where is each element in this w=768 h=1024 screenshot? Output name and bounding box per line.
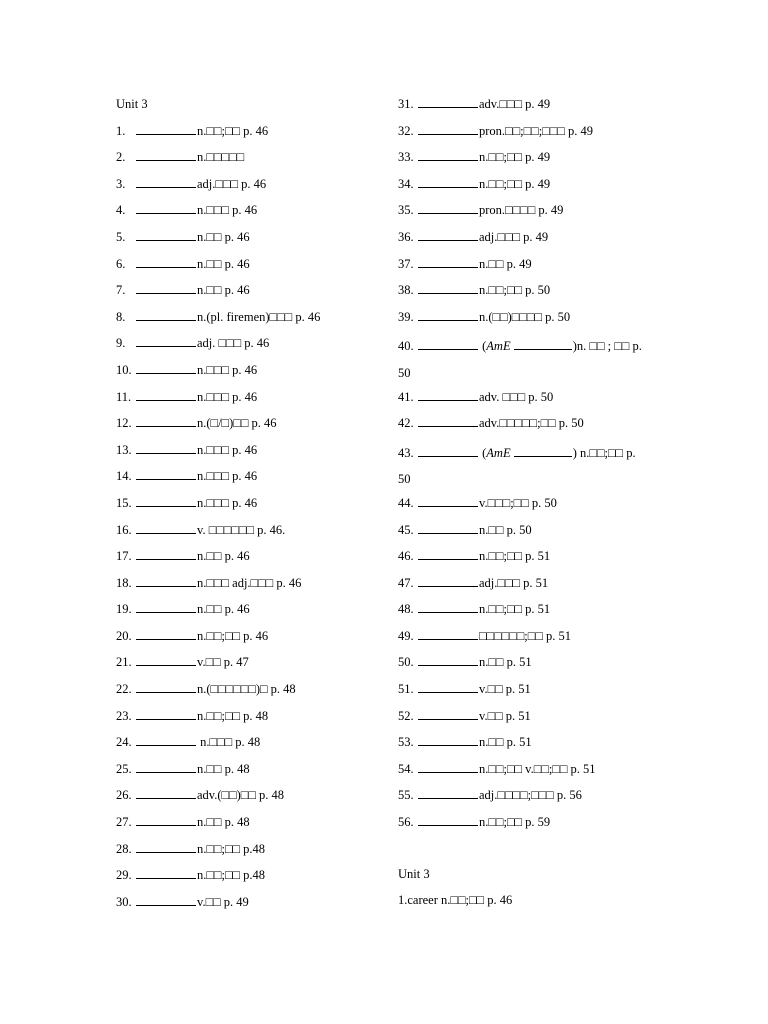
- item-definition: n.□□□ p. 46: [197, 389, 258, 404]
- vocab-item: [116, 227, 386, 254]
- vocab-item: [116, 865, 386, 892]
- answer-blank[interactable]: [136, 202, 196, 214]
- item-definition: v.□□ p. 49: [197, 894, 249, 909]
- vocab-item-ame: 40. (AmE )n. □□ ; □□ p. 50: [398, 333, 654, 386]
- item-definition: n.(□/□)□□ p. 46: [197, 416, 277, 431]
- answer-blank[interactable]: [418, 495, 478, 507]
- answer-blank[interactable]: [136, 229, 196, 241]
- item-definition: n.□□ p. 46: [197, 229, 250, 244]
- vocab-item: [116, 440, 386, 467]
- vocab-item: [116, 652, 386, 679]
- item-number: 45.: [398, 522, 414, 537]
- item-definition: n.□□;□□ p. 59: [479, 815, 551, 830]
- answer-blank[interactable]: [418, 681, 478, 693]
- vocab-item: [398, 147, 654, 174]
- answer-blank[interactable]: [418, 176, 478, 188]
- item-number: 34.: [398, 176, 414, 191]
- vocab-item: [116, 413, 386, 440]
- item-definition: n.□□;□□ p. 51: [479, 602, 551, 617]
- answer-blank[interactable]: [418, 415, 478, 427]
- item-definition: n.□□ p. 46: [197, 602, 250, 617]
- item-definition: adj. □□□ p. 46: [197, 336, 270, 351]
- item-number: 9.: [116, 336, 126, 351]
- answer-blank[interactable]: [418, 309, 478, 321]
- item-number: 48.: [398, 602, 414, 617]
- answer-blank[interactable]: [418, 282, 478, 294]
- vocab-item: [398, 679, 654, 706]
- vocab-item: [398, 652, 654, 679]
- item-definition: n.□□□ p. 48: [197, 735, 261, 750]
- right-vocab-list: [398, 94, 654, 839]
- answer-blank[interactable]: [136, 389, 196, 401]
- vocab-item: [116, 307, 386, 334]
- vocab-item: [398, 254, 654, 281]
- item-number: 35.: [398, 203, 414, 218]
- item-definition: adv.□□□□□;□□ p. 50: [479, 416, 584, 431]
- item-definition: n.□□;□□ p. 46: [197, 123, 269, 138]
- vocab-item: [116, 333, 386, 360]
- answer-blank[interactable]: [418, 761, 478, 773]
- item-number: 5.: [116, 229, 126, 244]
- answer-blank[interactable]: [136, 335, 196, 347]
- answer-blank[interactable]: [136, 708, 196, 720]
- item-number: 23.: [116, 708, 132, 723]
- answer-blank[interactable]: [136, 654, 196, 666]
- vocab-item-ame: 43. (AmE ) n.□□;□□ p. 50: [398, 440, 654, 493]
- item-definition: n.□□;□□ p. 50: [479, 283, 551, 298]
- item-number: 37.: [398, 256, 414, 271]
- item-definition: n.□□□ p. 46: [197, 469, 258, 484]
- vocab-item: [116, 200, 386, 227]
- item-definition: v.□□ p. 47: [197, 655, 249, 670]
- item-definition: n.□□□ p. 46: [197, 362, 258, 377]
- answer-blank[interactable]: [418, 787, 478, 799]
- item-definition: n.□□□ p. 46: [197, 203, 258, 218]
- vocab-item: [398, 227, 654, 254]
- vocab-item: [398, 759, 654, 786]
- vocab-item: [116, 121, 386, 148]
- item-number: 51.: [398, 682, 414, 697]
- item-definition: n.□□ p. 46: [197, 549, 250, 564]
- answer-blank[interactable]: [418, 338, 478, 350]
- ame-answer-blank[interactable]: [514, 445, 572, 457]
- item-number: 21.: [116, 655, 132, 670]
- answer-blank[interactable]: [136, 628, 196, 640]
- item-number: 50.: [398, 655, 414, 670]
- vocab-item: [116, 280, 386, 307]
- vocab-item: [398, 413, 654, 440]
- vocab-item: [116, 546, 386, 573]
- answer-blank[interactable]: [418, 814, 478, 826]
- answer-blank[interactable]: [136, 894, 196, 906]
- vocab-item: [116, 520, 386, 547]
- answer-blank[interactable]: [418, 654, 478, 666]
- vocab-item: [116, 759, 386, 786]
- item-number: 39.: [398, 309, 414, 324]
- item-number: 1.: [116, 123, 126, 138]
- item-number: 17.: [116, 549, 132, 564]
- vocab-item: [116, 147, 386, 174]
- item-number: 2.: [116, 150, 126, 165]
- answer-blank[interactable]: [136, 841, 196, 853]
- item-number: 36.: [398, 229, 414, 244]
- item-number: 28.: [116, 841, 132, 856]
- item-definition: n.□□;□□ p. 46: [197, 628, 269, 643]
- item-definition: n.□□;□□ p. 49: [479, 150, 551, 165]
- answer-blank[interactable]: [136, 522, 196, 534]
- item-number: 31.: [398, 97, 414, 111]
- item-number: 40.: [398, 339, 414, 354]
- vocab-item: [398, 706, 654, 733]
- vocab-item: [398, 493, 654, 520]
- vocab-item: [398, 812, 654, 839]
- item-definition: n.□□;□□ p. 48: [197, 708, 269, 723]
- vocab-item: [116, 466, 386, 493]
- answer-blank[interactable]: [418, 229, 478, 241]
- left-column: [116, 94, 386, 918]
- item-definition: n.(□□□□□□)□ p. 48: [197, 682, 296, 697]
- vocab-item: [398, 200, 654, 227]
- item-number: 14.: [116, 469, 132, 484]
- item-definition: adj.□□□ p. 51: [479, 575, 549, 590]
- answer-blank[interactable]: [136, 256, 196, 268]
- answer-blank[interactable]: [136, 468, 196, 480]
- answer-blank[interactable]: [418, 202, 478, 214]
- answer-blank[interactable]: [136, 734, 196, 746]
- vocab-item: [398, 121, 654, 148]
- answer-blank[interactable]: [418, 575, 478, 587]
- answer-blank[interactable]: [136, 309, 196, 321]
- item-definition: adv.(□□)□□ p. 48: [197, 788, 285, 803]
- item-number: 24.: [116, 735, 132, 750]
- item-number: 46.: [398, 549, 414, 564]
- vocab-item: [116, 174, 386, 201]
- item-definition: v.□□ p. 51: [479, 708, 531, 723]
- vocab-item: [116, 839, 386, 866]
- item-definition: n.□□□ p. 46: [197, 442, 258, 457]
- item-number: 44.: [398, 495, 414, 510]
- item-definition: n.□□ p. 51: [479, 655, 532, 670]
- vocab-item: [398, 573, 654, 600]
- item-number: 32.: [398, 123, 414, 138]
- answers-first-line: 1.career n.□□;□□ p. 46: [398, 893, 513, 908]
- item-number: 19.: [116, 602, 132, 617]
- answer-blank[interactable]: [136, 176, 196, 188]
- item-number: 16.: [116, 522, 132, 537]
- item-number: 20.: [116, 628, 132, 643]
- item-definition: n.□□;□□ p. 49: [479, 176, 551, 191]
- section-gap: [398, 839, 654, 864]
- vocab-item: [116, 812, 386, 839]
- answer-blank[interactable]: [136, 442, 196, 454]
- item-number: 18.: [116, 575, 132, 590]
- answer-blank[interactable]: [136, 548, 196, 560]
- answer-blank[interactable]: [136, 415, 196, 427]
- answer-blank[interactable]: [418, 445, 478, 457]
- item-number: 55.: [398, 788, 414, 803]
- answer-blank[interactable]: [418, 389, 478, 401]
- item-number: 43.: [398, 445, 414, 460]
- vocab-item: [398, 280, 654, 307]
- answer-blank[interactable]: [418, 123, 478, 135]
- answer-blank[interactable]: [136, 575, 196, 587]
- item-definition: ) n.□□;□□ p.: [572, 445, 636, 460]
- answer-blank[interactable]: [136, 495, 196, 507]
- item-definition: n.□□ p. 46: [197, 283, 250, 298]
- item-definition: adv.□□□ p. 49: [479, 97, 551, 111]
- item-definition: v. □□□□□□ p. 46.: [197, 522, 286, 537]
- item-number: 12.: [116, 416, 132, 431]
- item-number: 6.: [116, 256, 126, 271]
- unit-title: Unit 3: [116, 97, 148, 111]
- answer-blank[interactable]: [418, 601, 478, 613]
- answer-blank[interactable]: [136, 867, 196, 879]
- item-number: 22.: [116, 682, 132, 697]
- answer-blank[interactable]: [136, 761, 196, 773]
- vocab-item: [116, 573, 386, 600]
- item-definition: n.□□ p. 48: [197, 815, 250, 830]
- item-number: 47.: [398, 575, 414, 590]
- answer-blank[interactable]: [418, 256, 478, 268]
- vocab-item: [116, 360, 386, 387]
- answer-blank[interactable]: [136, 149, 196, 161]
- vocab-item: [398, 626, 654, 653]
- item-definition: n.□□;□□ p.48: [197, 841, 266, 856]
- item-definition: n.□□□ p. 46: [197, 495, 258, 510]
- item-definition: adj.□□□ p. 46: [197, 176, 267, 191]
- page-number: 50: [398, 472, 411, 487]
- answer-blank[interactable]: [136, 681, 196, 693]
- item-number: 13.: [116, 442, 132, 457]
- answer-blank[interactable]: [418, 522, 478, 534]
- vocab-item: [116, 493, 386, 520]
- item-number: 54.: [398, 761, 414, 776]
- item-definition: n.□□□□□: [197, 150, 245, 165]
- item-number: 29.: [116, 868, 132, 883]
- item-definition: n.□□ p. 51: [479, 735, 532, 750]
- item-number: 30.: [116, 894, 132, 909]
- vocab-item: [398, 599, 654, 626]
- answer-blank[interactable]: [136, 787, 196, 799]
- answer-blank[interactable]: [418, 96, 478, 108]
- item-number: 53.: [398, 735, 414, 750]
- answer-blank[interactable]: [136, 362, 196, 374]
- item-definition: n.□□ p. 46: [197, 256, 250, 271]
- item-number: 3.: [116, 176, 126, 191]
- vocab-item: [398, 174, 654, 201]
- vocab-item: [116, 679, 386, 706]
- item-number: 15.: [116, 495, 132, 510]
- item-number: 33.: [398, 150, 414, 165]
- item-number: 52.: [398, 708, 414, 723]
- vocab-item: [116, 892, 386, 919]
- item-number: 26.: [116, 788, 132, 803]
- answer-blank[interactable]: [136, 814, 196, 826]
- item-definition: adj.□□□ p. 49: [479, 229, 549, 244]
- item-number: 8.: [116, 309, 126, 324]
- item-number: 38.: [398, 283, 414, 298]
- item-number: 4.: [116, 203, 126, 218]
- vocab-item: [116, 254, 386, 281]
- item-number: 42.: [398, 416, 414, 431]
- vocab-item: [116, 732, 386, 759]
- item-definition: n.(□□)□□□□ p. 50: [479, 309, 571, 324]
- item-definition: n.□□□ adj.□□□ p. 46: [197, 575, 302, 590]
- item-definition: n.□□ p. 50: [479, 522, 532, 537]
- item-definition: )n. □□ ; □□ p.: [572, 339, 642, 354]
- item-definition: n.□□ p. 48: [197, 761, 250, 776]
- vocab-item: [116, 599, 386, 626]
- vocab-item: [398, 732, 654, 759]
- answers-title: Unit 3: [398, 866, 430, 881]
- item-definition: n.(pl. firemen)□□□ p. 46: [197, 309, 321, 324]
- item-number: 25.: [116, 761, 132, 776]
- vocab-item: [398, 307, 654, 334]
- right-column: [398, 94, 654, 917]
- item-definition: v.□□ p. 51: [479, 682, 531, 697]
- item-number: 11.: [116, 389, 132, 404]
- item-definition: n.□□;□□ p.48: [197, 868, 266, 883]
- answer-blank[interactable]: [418, 708, 478, 720]
- vocab-item: [398, 520, 654, 547]
- item-definition: n.□□;□□ p. 51: [479, 549, 551, 564]
- answer-blank[interactable]: [418, 628, 478, 640]
- item-definition: pron.□□□□ p. 49: [479, 203, 564, 218]
- answer-blank[interactable]: [136, 601, 196, 613]
- vocab-item: [116, 626, 386, 653]
- item-number: 41.: [398, 389, 414, 404]
- answer-blank[interactable]: [136, 282, 196, 294]
- item-definition: n.□□;□□ v.□□;□□ p. 51: [479, 761, 596, 776]
- vocab-item: [116, 785, 386, 812]
- vocab-item: [398, 94, 654, 121]
- answer-blank[interactable]: [418, 548, 478, 560]
- item-definition: v.□□□;□□ p. 50: [479, 495, 557, 510]
- item-definition: adv. □□□ p. 50: [479, 389, 554, 404]
- item-definition: n.□□ p. 49: [479, 256, 532, 271]
- ame-label: AmE: [486, 339, 511, 354]
- vocab-item: [398, 387, 654, 414]
- item-number: 10.: [116, 362, 132, 377]
- answer-blank[interactable]: [418, 149, 478, 161]
- ame-label: AmE: [486, 445, 511, 460]
- item-definition: □□□□□□;□□ p. 51: [479, 628, 571, 643]
- item-definition: pron.□□;□□;□□□ p. 49: [479, 123, 593, 138]
- vocab-item: [398, 785, 654, 812]
- answer-blank[interactable]: [136, 123, 196, 135]
- item-number: 7.: [116, 283, 126, 298]
- item-number: 27.: [116, 815, 132, 830]
- ame-answer-blank[interactable]: [514, 338, 572, 350]
- left-vocab-list: [116, 121, 386, 919]
- page-number: 50: [398, 365, 411, 380]
- item-number: 56.: [398, 815, 414, 830]
- item-number: 49.: [398, 628, 414, 643]
- vocab-item: [116, 387, 386, 414]
- item-definition: adj.□□□□;□□□ p. 56: [479, 788, 582, 803]
- vocab-item: [398, 546, 654, 573]
- answer-blank[interactable]: [418, 734, 478, 746]
- vocab-item: [116, 706, 386, 733]
